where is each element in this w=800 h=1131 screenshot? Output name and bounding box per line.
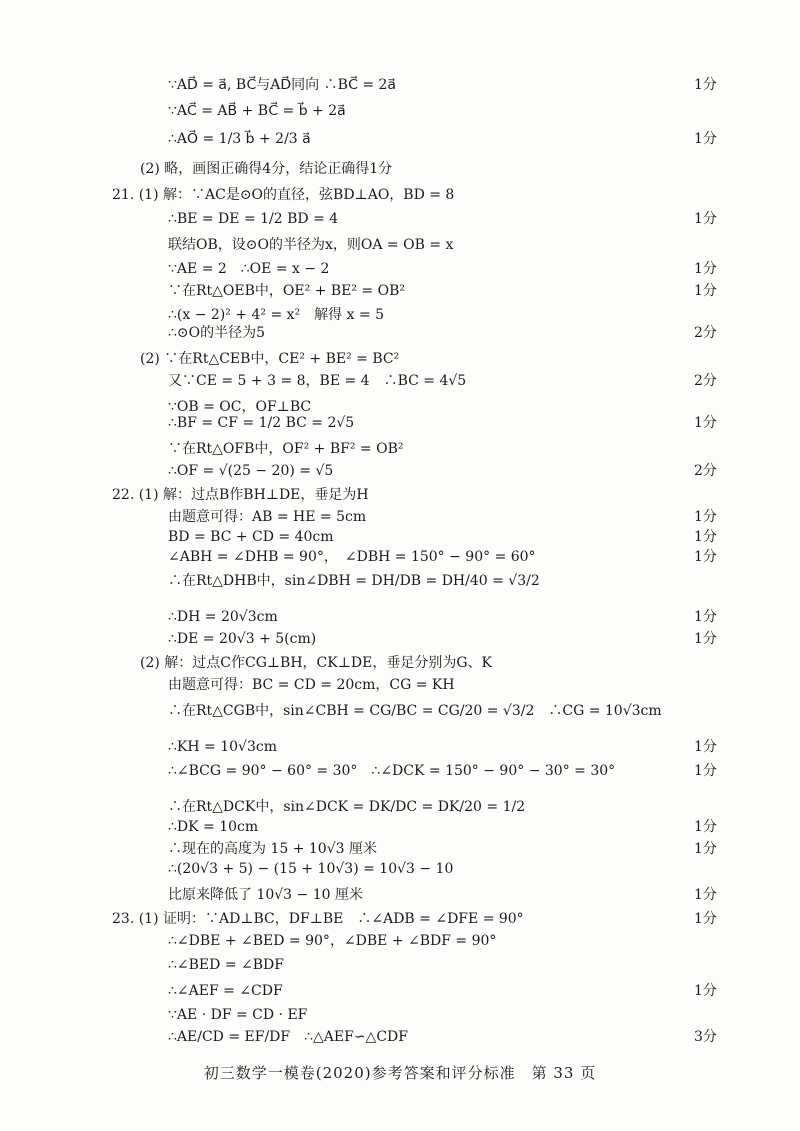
- page-footer: 初三数学一模卷(2020)参考答案和评分标准 第 33 页: [203, 1064, 597, 1082]
- solution-line: [0, 234, 800, 258]
- solution-line: [0, 628, 800, 652]
- solution-text: (2) 解：过点C作CG⊥BH，CK⊥DE，垂足分别为G、K: [140, 655, 492, 671]
- score-mark: 2分: [694, 463, 717, 479]
- solution-line: [0, 280, 800, 304]
- score-mark: 1分: [694, 549, 717, 565]
- score-mark: 1分: [694, 131, 717, 147]
- solution-text: 22. (1) 解：过点B作BH⊥DE，垂足为H: [112, 487, 369, 503]
- solution-text: ∴在Rt△DCK中，sin∠DCK = DK/DC = DK/20 = 1/2: [168, 799, 526, 815]
- solution-line: [0, 736, 800, 760]
- solution-text: ∴AO⃗ = 1/3 b⃗ + 2/3 a⃗: [168, 131, 311, 147]
- solution-text: ∵OB = OC，OF⊥BC: [168, 399, 312, 415]
- score-mark: 3分: [694, 1029, 717, 1045]
- solution-line: [0, 484, 800, 508]
- score-mark: 1分: [694, 283, 717, 299]
- solution-line: [0, 858, 800, 882]
- solution-line: [0, 348, 800, 372]
- solution-line: [0, 930, 800, 954]
- solution-line: [0, 184, 800, 208]
- solution-text: ∴(x − 2)² + 4² = x² 解得 x = 5: [168, 307, 385, 323]
- solution-line: [0, 460, 800, 484]
- solution-text: ∴AE/CD = EF/DF ∴△AEF∽△CDF: [168, 1029, 408, 1045]
- solution-line: [0, 208, 800, 232]
- solution-text: ∴∠DBE + ∠BED = 90°，∠DBE + ∠BDF = 90°: [168, 933, 497, 949]
- solution-line: [0, 1026, 800, 1050]
- solution-line: [0, 954, 800, 978]
- solution-line: [0, 258, 800, 282]
- score-mark: 1分: [694, 509, 717, 525]
- solution-text: 又∵CE = 5 + 3 = 8，BE = 4 ∴BC = 4√5: [168, 373, 467, 389]
- solution-text: (2) 略，画图正确得4分，结论正确得1分: [140, 161, 393, 177]
- solution-line: [0, 606, 800, 630]
- solution-text: ∵在Rt△OEB中，OE² + BE² = OB²: [168, 283, 405, 299]
- score-mark: 1分: [694, 983, 717, 999]
- solution-text: ∴KH = 10√3cm: [168, 739, 277, 755]
- score-mark: 1分: [694, 841, 717, 857]
- solution-text: ∴∠BCG = 90° − 60° = 30° ∴∠DCK = 150° − 90° − 30° = 30°: [168, 763, 616, 779]
- solution-text: ∵在Rt△OFB中，OF² + BF² = OB²: [168, 441, 404, 457]
- score-mark: 1分: [694, 739, 717, 755]
- solution-text: 23. (1) 证明：∵AD⊥BC，DF⊥BE ∴∠ADB = ∠DFE = 90°: [112, 911, 524, 927]
- solution-text: ∴BE = DE = 1/2 BD = 4: [168, 211, 339, 227]
- score-mark: 1分: [694, 609, 717, 625]
- solution-text: ∴DE = 20√3 + 5(cm): [168, 631, 317, 647]
- score-mark: 1分: [694, 819, 717, 835]
- solution-text: ∵AE = 2 ∴OE = x − 2: [168, 261, 330, 277]
- solution-line: [0, 570, 800, 594]
- solution-text: 由题意可得：BC = CD = 20cm，CG = KH: [168, 677, 455, 693]
- solution-text: BD = BC + CD = 40cm: [168, 529, 334, 545]
- score-mark: 1分: [694, 529, 717, 545]
- solution-line: [0, 700, 800, 724]
- solution-text: ∴BF = CF = 1/2 BC = 2√5: [168, 415, 355, 431]
- score-mark: 1分: [694, 261, 717, 277]
- score-mark: 1分: [694, 415, 717, 431]
- solution-line: [0, 1004, 800, 1028]
- score-mark: 2分: [694, 373, 717, 389]
- solution-text: 21. (1) 解：∵AC是⊙O的直径，弦BD⊥AO，BD = 8: [112, 187, 455, 203]
- solution-line: [0, 980, 800, 1004]
- solution-line: [0, 412, 800, 436]
- solution-text: ∵AE · DF = CD · EF: [168, 1007, 308, 1023]
- solution-line: [0, 158, 800, 182]
- solution-text: ∴现在的高度为 15 + 10√3 厘米: [168, 841, 377, 857]
- score-mark: 1分: [694, 211, 717, 227]
- solution-text: ∴DH = 20√3cm: [168, 609, 278, 625]
- solution-line: [0, 100, 800, 124]
- solution-text: ∴∠BED = ∠BDF: [168, 957, 284, 973]
- solution-line: [0, 322, 800, 346]
- solution-text: ∴在Rt△DHB中，sin∠DBH = DH/DB = DH/40 = √3/2: [168, 573, 540, 589]
- solution-text: (2) ∵在Rt△CEB中，CE² + BE² = BC²: [140, 351, 400, 367]
- solution-line: [0, 652, 800, 676]
- solution-text: ∴OF = √(25 − 20) = √5: [168, 463, 334, 479]
- solution-line: [0, 816, 800, 840]
- score-mark: 1分: [694, 77, 717, 93]
- score-mark: 1分: [694, 631, 717, 647]
- solution-line: [0, 74, 800, 98]
- solution-line: [0, 674, 800, 698]
- solution-text: 由题意可得：AB = HE = 5cm: [168, 509, 367, 525]
- solution-text: ∴在Rt△CGB中，sin∠CBH = CG/BC = CG/20 = √3/2 ∴CG = 10√3cm: [168, 703, 662, 719]
- solution-line: [0, 438, 800, 462]
- solution-text: ∴⊙O的半径为5: [168, 325, 266, 341]
- solution-line: [0, 884, 800, 908]
- solution-line: [0, 760, 800, 784]
- solution-text: ∴DK = 10cm: [168, 819, 259, 835]
- solution-text: ∴∠AEF = ∠CDF: [168, 983, 283, 999]
- score-mark: 1分: [694, 763, 717, 779]
- score-mark: 1分: [694, 887, 717, 903]
- solution-line: [0, 908, 800, 932]
- solution-text: 联结OB，设⊙O的半径为x，则OA = OB = x: [168, 237, 454, 253]
- score-mark: 2分: [694, 325, 717, 341]
- solution-text: 比原来降低了 10√3 − 10 厘米: [168, 887, 363, 903]
- solution-line: [0, 128, 800, 152]
- score-mark: 1分: [694, 911, 717, 927]
- solution-line: [0, 370, 800, 394]
- solution-text: ∠ABH = ∠DHB = 90°， ∠DBH = 150° − 90° = 60°: [168, 549, 536, 565]
- solution-text: ∵AD⃗ = a⃗, BC⃗与AD⃗同向 ∴BC⃗ = 2a⃗: [168, 77, 397, 93]
- solution-text: ∵AC⃗ = AB⃗ + BC⃗ = b⃗ + 2a⃗: [168, 103, 346, 119]
- solution-line: [0, 546, 800, 570]
- solution-text: ∴(20√3 + 5) − (15 + 10√3) = 10√3 − 10: [168, 861, 454, 877]
